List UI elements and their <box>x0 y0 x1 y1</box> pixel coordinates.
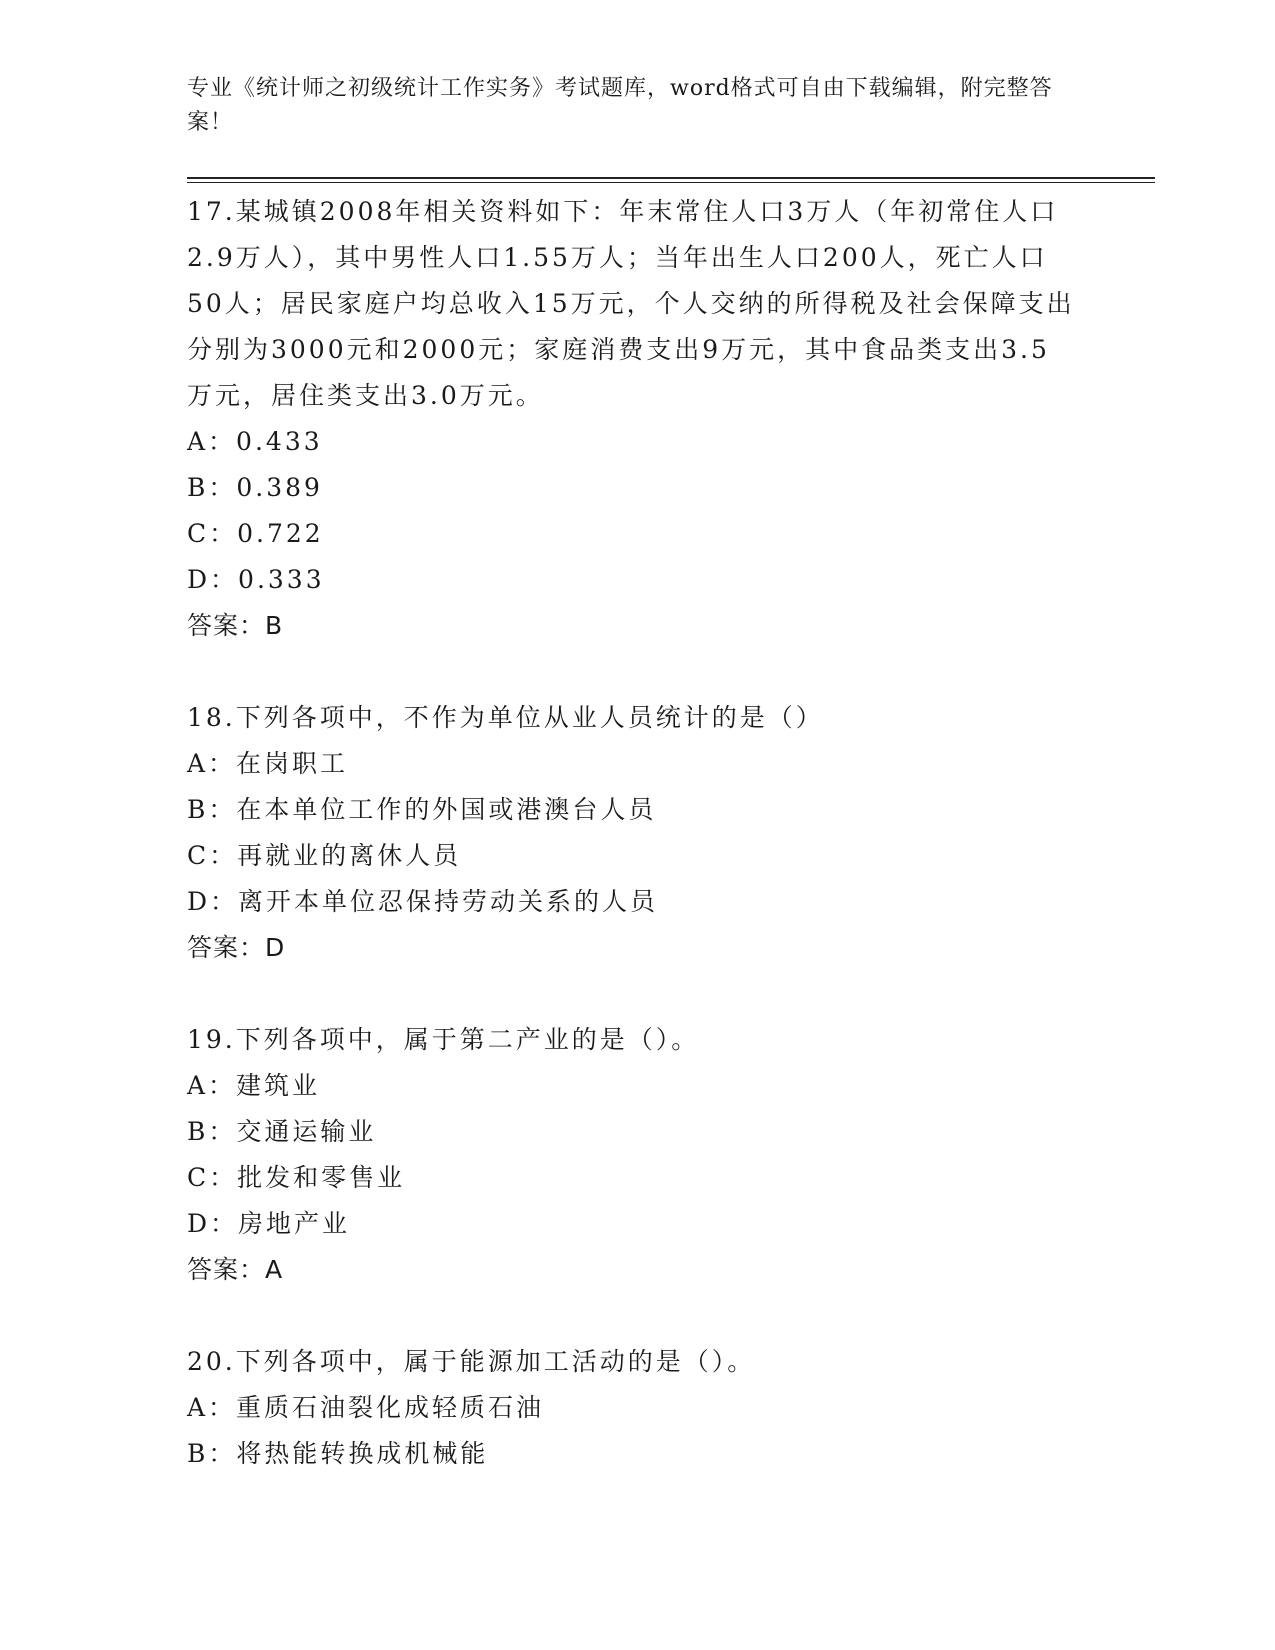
option-c: C：0.722 <box>187 519 324 548</box>
option-a: A：在岗职工 <box>187 749 349 778</box>
option-d: D：房地产业 <box>187 1209 351 1238</box>
question-stem: 17.某城镇2008年相关资料如下：年末常住人口3万人（年初常住人口2.9万人），其中男性人口1.55万人；当年出生人口200人，死亡人口50人；居民家庭户均总收入15万元，个人交纳的所得税及社会保障支出分别为3000元和2000元；家庭消费支出9万元，其中食品类支出3.5万元，居住类支出3.0万元。 <box>187 197 1075 410</box>
option-a: A：0.433 <box>187 427 323 456</box>
answer-line: 答案：D <box>187 933 286 962</box>
option-b: B：将热能转换成机械能 <box>187 1439 489 1468</box>
option-c: C：批发和零售业 <box>187 1163 406 1192</box>
option-b: B：0.389 <box>187 473 323 502</box>
option-d: D：离开本单位忍保持劳动关系的人员 <box>187 887 659 916</box>
header-divider-thick <box>187 177 1155 179</box>
question-stem: 18.下列各项中，不作为单位从业人员统计的是（） <box>187 703 824 732</box>
answer-line: 答案：B <box>187 611 284 640</box>
question-list <box>187 189 1087 1523</box>
question-17 <box>187 189 1087 649</box>
option-d: D：0.333 <box>187 565 325 594</box>
option-b: B：在本单位工作的外国或港澳台人员 <box>187 795 657 824</box>
answer-line: 答案：A <box>187 1255 284 1284</box>
option-c: C：再就业的离休人员 <box>187 841 462 870</box>
question-20 <box>187 1339 1087 1477</box>
question-18 <box>187 695 1087 971</box>
header-divider-thin <box>187 182 1155 183</box>
question-19 <box>187 1017 1087 1293</box>
question-stem: 19.下列各项中，属于第二产业的是（）。 <box>187 1025 700 1054</box>
page-header: 专业《统计师之初级统计工作实务》考试题库，word格式可自由下载编辑，附完整答案！ <box>187 76 1053 135</box>
option-b: B：交通运输业 <box>187 1117 377 1146</box>
option-a: A：重质石油裂化成轻质石油 <box>187 1393 545 1422</box>
option-a: A：建筑业 <box>187 1071 321 1100</box>
question-stem: 20.下列各项中，属于能源加工活动的是（）。 <box>187 1347 756 1376</box>
